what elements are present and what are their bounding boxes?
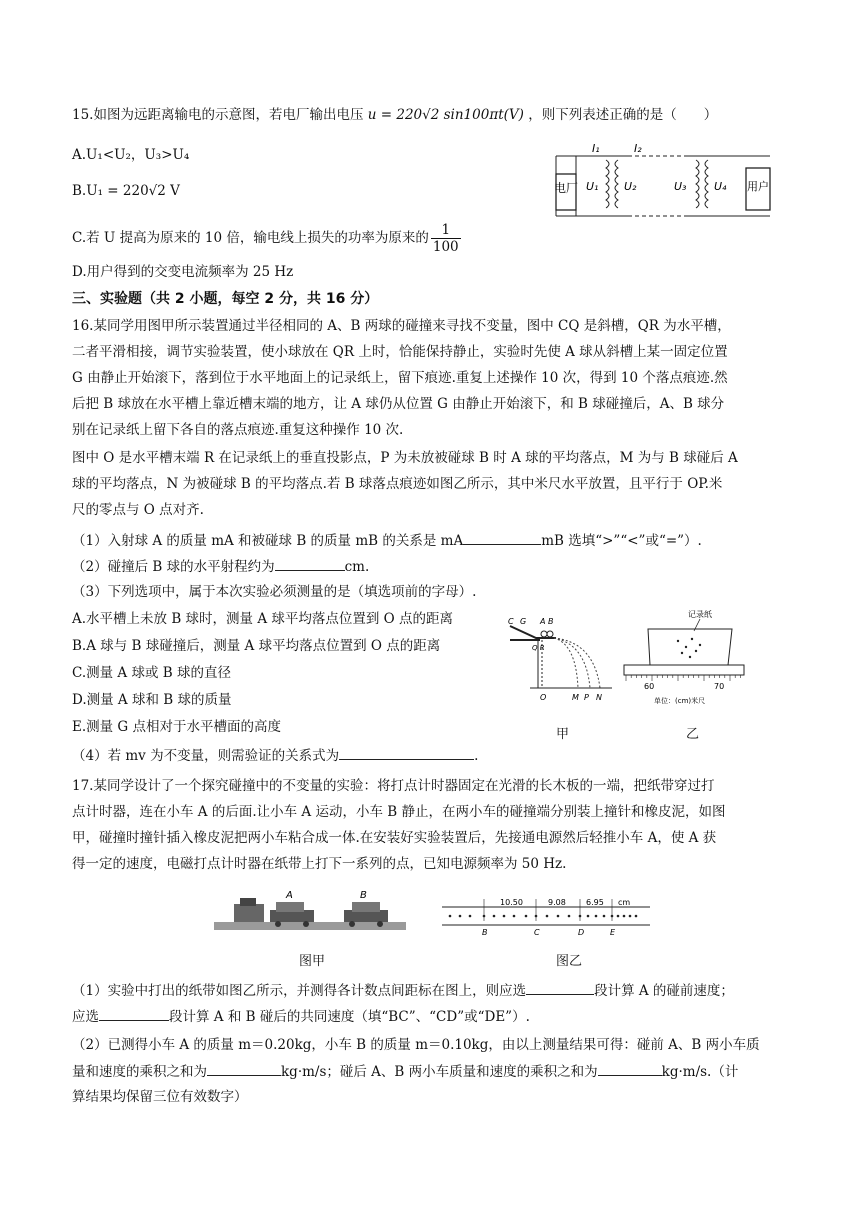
tape-dots [449, 915, 638, 918]
q15-option-c: C.若 U 提高为原来的 10 倍，输电线上损失的功率为原来的 $\frac{1}{100}$ [72, 222, 459, 255]
tape-dot [535, 915, 538, 918]
tape-dot [525, 915, 528, 918]
figure-caption-yi: 乙 [686, 727, 700, 742]
apparatus-figure [500, 610, 620, 700]
tape-dot [611, 915, 614, 918]
plant-label: 电厂 [553, 181, 579, 195]
q16-option-a: A.水平槽上未放 B 球时，测量 A 球平均落点位置到 O 点的距离 [72, 611, 454, 627]
tape-dot [587, 915, 590, 918]
svg-text:B: B [548, 617, 554, 626]
q16-line: 后把 B 球放在水平槽上靠近槽末端的地方，让 A 球仍从位置 G 由静止开始滚下，和 B 球碰撞后，A、B 球分 [72, 396, 725, 412]
svg-text:B: B [360, 890, 367, 901]
q16-line: G 由静止开始滚下，落到位于水平地面上的记录纸上，留下痕迹.重复上述操作 10 次，得到 10 个落点痕迹.然 [72, 370, 728, 386]
q15-option-d: D.用户得到的交变电流频率为 25 Hz [72, 264, 294, 280]
q16-line: 尺的零点与 O 点对齐. [72, 502, 204, 518]
q16-option-c: C.测量 A 球或 B 球的直径 [72, 665, 231, 681]
svg-text:P: P [584, 693, 589, 700]
tape-dot [557, 915, 560, 918]
tape-dot [603, 915, 606, 918]
q15-option-a: A.U₁<U₂，U₃>U₄ [72, 147, 190, 163]
q16-line: 二者平滑相接，调节实验装置，使小球放在 QR 上时，恰能保持静止，实验时先使 A 球从斜槽上某一固定位置 [72, 344, 728, 360]
svg-text:Q R: Q R [532, 644, 545, 652]
q16-line: 别在记录纸上留下各自的落点痕迹.重复这种操作 10 次. [72, 422, 404, 438]
svg-text:U₃: U₃ [674, 180, 687, 193]
svg-text:60: 60 [644, 682, 655, 691]
tape-dot [617, 915, 620, 918]
q17-sub2: （2）已测得小车 A 的质量 m＝0.20kg，小车 B 的质量 m＝0.10kg，由以上测量结果可得：碰前 A、B 两小车质 [72, 1037, 760, 1053]
tape-dot [483, 915, 486, 918]
answer-blank[interactable] [526, 980, 594, 995]
record-paper-label: 记录纸 [688, 610, 712, 619]
tape-dot [568, 915, 571, 918]
svg-text:A: A [286, 890, 293, 901]
tape-dot [493, 915, 496, 918]
tape-dot [546, 915, 549, 918]
tape-figure [440, 893, 655, 938]
figure-caption-jia: 甲 [556, 727, 570, 742]
svg-text:O: O [540, 693, 547, 700]
carts-figure [214, 888, 406, 936]
svg-text:C: C [508, 617, 514, 626]
svg-text:6.95: 6.95 [586, 898, 604, 907]
answer-blank[interactable] [275, 556, 345, 571]
ruler-ticks [626, 675, 740, 681]
answer-blank[interactable] [339, 745, 474, 760]
q16-sub3: （3）下列选项中，属于本次实验必须测量的是（填选项前的字母）. [72, 584, 477, 600]
svg-text:U₄: U₄ [714, 180, 727, 193]
q16-line: 16.某同学用图甲所示装置通过半径相同的 A、B 两球的碰撞来寻找不变量，图中 CQ 是斜槽，QR 为水平槽， [72, 318, 731, 334]
svg-text:N: N [596, 693, 602, 700]
q16-option-d: D.测量 A 球和 B 球的质量 [72, 692, 232, 708]
tape-dot [635, 915, 638, 918]
q17-line: 17.某同学设计了一个探究碰撞中的不变量的实验：将打点计时器固定在光滑的长木板的一端，把纸带穿过打 [72, 778, 715, 794]
q16-line: 图中 O 是水平槽末端 R 在记录纸上的垂直投影点，P 为未放被碰球 B 时 A 球的平均落点，M 为与 B 球碰后 A [72, 450, 738, 466]
svg-text:I₁: I₁ [592, 142, 600, 155]
q16-sub1: （1）入射球 A 的质量 mA 和被碰球 B 的质量 mB 的关系是 mA mB 选填“>”“<”或“=”）. [72, 530, 702, 551]
svg-text:C: C [534, 928, 540, 937]
q17-line: 甲，碰撞时撞针插入橡皮泥把两小车粘合成一体.在安装好实验装置后，先接通电源然后轻推小车 A，使 A 获 [72, 830, 717, 846]
q17-sub1-cont: 应选 段计算 A 和 B 碰后的共同速度（填“BC”、“CD”或“DE”）. [72, 1006, 530, 1027]
fraction-1-100: $\frac{1}{100}$ [432, 222, 459, 255]
svg-text:B: B [482, 928, 488, 937]
ruler-unit-label: 单位：(cm)米尺 [654, 697, 706, 705]
svg-text:I₂: I₂ [634, 142, 642, 155]
q17-sub2-cont: 量和速度的乘积之和为 kg·m/s；碰后 A、B 两小车质量和速度的乘积之和为 kg·m/s.（计 [72, 1061, 738, 1082]
tape-dot [513, 915, 516, 918]
tape-dot [623, 915, 626, 918]
q16-option-b: B.A 球与 B 球碰撞后，测量 A 球平均落点位置到 O 点的距离 [72, 638, 441, 654]
svg-text:E: E [610, 928, 616, 937]
user-label: 用户 [747, 180, 769, 193]
answer-blank[interactable] [463, 530, 541, 545]
ruler-figure [620, 605, 750, 715]
tape-dot [469, 915, 472, 918]
tape-dot [579, 915, 582, 918]
answer-blank[interactable] [99, 1006, 169, 1021]
q17-line: 点计时器，连在小车 A 的后面.让小车 A 运动，小车 B 静止，在两小车的碰撞端分别装上撞针和橡皮泥，如图 [72, 804, 726, 820]
section-heading: 三、实验题（共 2 小题，每空 2 分，共 16 分） [72, 291, 379, 307]
q16-line: 球的平均落点，N 为被碰球 B 的平均落点.若 B 球落点痕迹如图乙所示，其中米尺水平放置，且平行于 OP.米 [72, 476, 723, 492]
q16-sub2: （2）碰撞后 B 球的水平射程约为 cm. [72, 556, 369, 577]
q15-stem: 15.如图为远距离输电的示意图，若电厂输出电压 u = 220√2 sin100πt(V) ，则下列表述正确的是（ ） [72, 107, 718, 123]
svg-text:U₂: U₂ [624, 180, 637, 193]
tape-dot [595, 915, 598, 918]
q17-sub2-end: 算结果均保留三位有效数字） [72, 1089, 248, 1105]
svg-text:cm: cm [618, 898, 631, 907]
tape-dot [449, 915, 452, 918]
tape-dot [503, 915, 506, 918]
figure-caption-a: 图甲 [299, 954, 326, 969]
svg-text:U₁: U₁ [586, 180, 599, 193]
figure-caption-b: 图乙 [556, 954, 583, 969]
answer-blank[interactable] [598, 1061, 662, 1076]
svg-text:A: A [540, 617, 546, 626]
q16-option-e: E.测量 G 点相对于水平槽面的高度 [72, 719, 282, 735]
answer-blank[interactable] [207, 1061, 281, 1076]
tape-dot [629, 915, 632, 918]
svg-text:G: G [520, 617, 527, 626]
q16-sub4: （4）若 mv 为不变量，则需验证的关系式为 . [72, 745, 478, 766]
svg-text:9.08: 9.08 [548, 898, 566, 907]
q15-option-b: B.U₁ = 220√2 V [72, 183, 180, 199]
voltage-formula: u = 220√2 sin100πt(V) [367, 107, 524, 123]
transmission-diagram [546, 140, 776, 222]
svg-text:M: M [572, 693, 579, 700]
q17-sub1: （1）实验中打出的纸带如图乙所示，并测得各计数点间距标在图上，则应选 段计算 A 的碰前速度； [72, 980, 734, 1001]
tape-dot [459, 915, 462, 918]
q17-line: 得一定的速度，电磁打点计时器在纸带上打下一系列的点，已知电源频率为 50 Hz. [72, 856, 567, 872]
svg-text:10.50: 10.50 [500, 898, 523, 907]
svg-text:D: D [578, 928, 585, 937]
svg-text:70: 70 [714, 682, 725, 691]
